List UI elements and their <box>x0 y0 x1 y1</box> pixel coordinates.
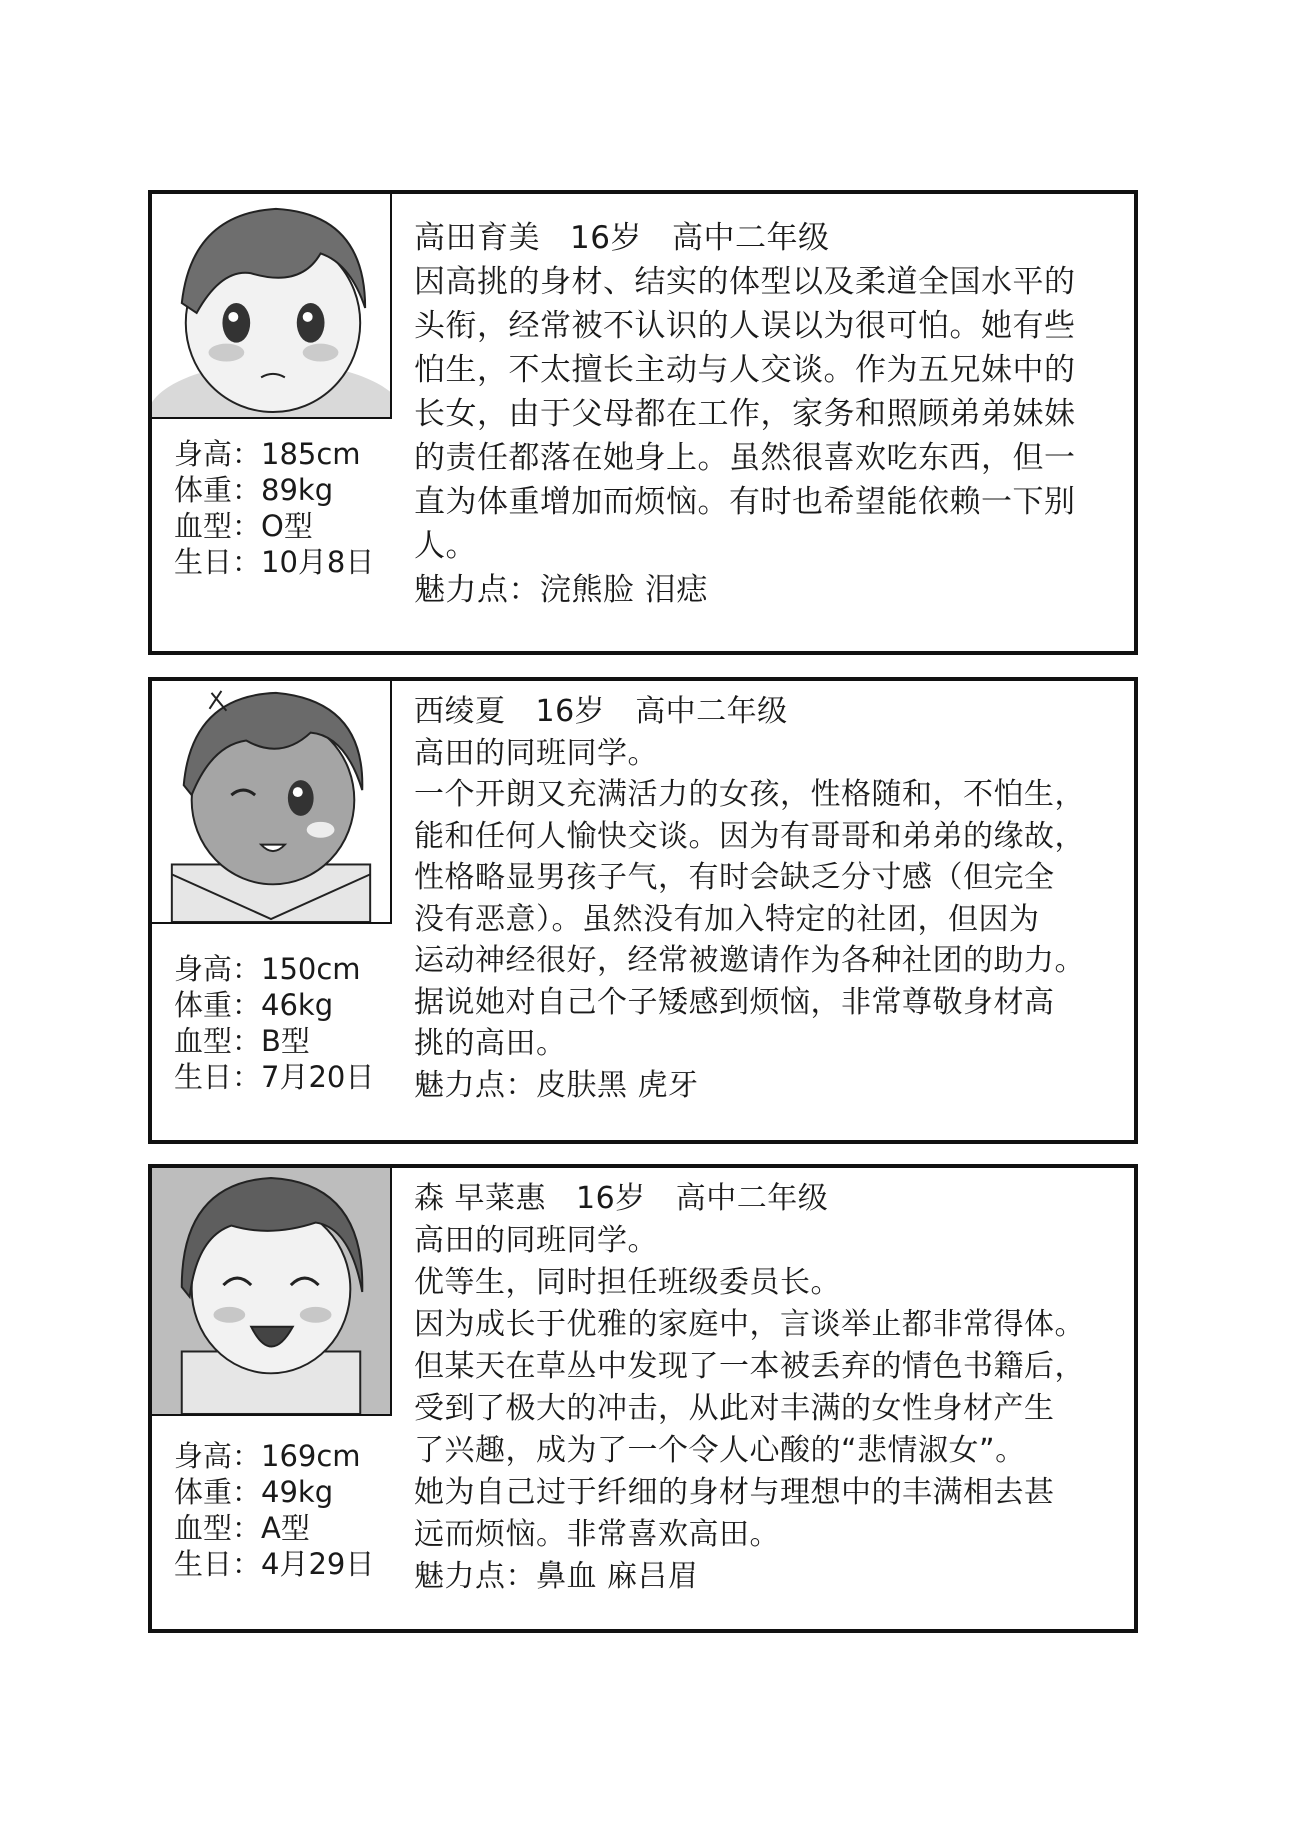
profile-grade: 高中二年级 <box>635 694 788 729</box>
stat-height: 身高：185cm <box>174 437 361 471</box>
description-line: 因为成长于优雅的家庭中，言谈举止都非常得体。 <box>414 1307 1085 1342</box>
description-takada <box>414 216 1122 612</box>
profile-card-nishi <box>148 677 1138 1144</box>
stat-blood-type: 血型：B型 <box>174 1024 310 1058</box>
charm-points: 魅力点：鼻血 麻吕眉 <box>414 1559 699 1594</box>
description-line: 的责任都落在她身上。虽然很喜欢吃东西，但一 <box>414 440 1076 476</box>
profile-age: 16岁 <box>576 1181 646 1216</box>
description-line: 头衔，经常被不认识的人误以为很可怕。她有些 <box>414 308 1076 344</box>
description-line: 性格略显男孩子气，有时会缺乏分寸感（但完全 <box>414 860 1055 895</box>
profile-name: 西绫夏 <box>414 694 506 729</box>
description-nishi <box>414 691 1122 1106</box>
stat-birthday: 生日：4月29日 <box>174 1547 375 1581</box>
description-line: 据说她对自己个子矮感到烦恼，非常尊敬身材高 <box>414 984 1055 1020</box>
stat-weight: 体重：46kg <box>174 988 334 1022</box>
profile-heading <box>414 1178 1122 1220</box>
charm-points: 魅力点：皮肤黑 虎牙 <box>414 1067 699 1103</box>
description-mori <box>414 1178 1122 1598</box>
stat-birthday: 生日：10月8日 <box>174 545 375 579</box>
profile-card-takada <box>148 190 1138 655</box>
portrait-mori <box>152 1168 392 1416</box>
stats-mori <box>174 1438 394 1582</box>
character-portrait-icon <box>152 1168 390 1414</box>
charm-points: 魅力点：浣熊脸 泪痣 <box>414 572 708 608</box>
description-line: 一个开朗又充满活力的女孩，性格随和，不怕生， <box>414 777 1085 812</box>
profile-card-mori <box>148 1164 1138 1633</box>
stat-birthday: 生日：7月20日 <box>174 1060 375 1094</box>
description-line: 能和任何人愉快交谈。因为有哥哥和弟弟的缘故， <box>414 818 1085 854</box>
character-portrait-icon <box>152 681 390 922</box>
description-line: 了兴趣，成为了一个令人心酸的“悲情淑女”。 <box>414 1433 1026 1468</box>
description-line: 高田的同班同学。 <box>414 735 658 771</box>
profile-grade: 高中二年级 <box>675 1181 829 1216</box>
stat-weight: 体重：49kg <box>174 1475 334 1509</box>
description-line: 她为自己过于纤细的身材与理想中的丰满相去甚 <box>414 1475 1055 1510</box>
description-line: 运动神经很好，经常被邀请作为各种社团的助力。 <box>414 943 1085 978</box>
profile-age: 16岁 <box>535 694 606 729</box>
stats-nishi <box>174 951 394 1095</box>
stat-height: 身高：169cm <box>174 1439 361 1473</box>
description-line: 没有恶意）。虽然没有加入特定的社团，但因为 <box>414 901 1040 937</box>
portrait-takada <box>152 194 392 419</box>
stat-height: 身高：150cm <box>174 952 361 986</box>
description-line: 远而烦恼。非常喜欢高田。 <box>414 1517 780 1552</box>
profile-name: 森 早菜惠 <box>414 1181 547 1216</box>
description-line: 人。 <box>414 528 477 564</box>
description-line: 直为体重增加而烦恼。有时也希望能依赖一下别 <box>414 484 1076 520</box>
profile-age: 16岁 <box>570 220 642 256</box>
description-line: 高田的同班同学。 <box>414 1223 658 1258</box>
description-line: 优等生，同时担任班级委员长。 <box>414 1265 841 1300</box>
description-line: 受到了极大的冲击，从此对丰满的女性身材产生 <box>414 1391 1055 1426</box>
description-line: 但某天在草丛中发现了一本被丢弃的情色书籍后， <box>414 1349 1085 1384</box>
stat-blood-type: 血型：O型 <box>174 509 313 543</box>
description-line: 因高挑的身材、结实的体型以及柔道全国水平的 <box>414 264 1076 300</box>
profile-name: 高田育美 <box>414 220 540 256</box>
stat-blood-type: 血型：A型 <box>174 1511 310 1545</box>
profile-heading <box>414 691 1122 733</box>
character-portrait-icon <box>152 194 390 417</box>
portrait-nishi <box>152 681 392 924</box>
profile-heading <box>414 216 1122 260</box>
description-line: 长女，由于父母都在工作，家务和照顾弟弟妹妹 <box>414 396 1076 432</box>
stat-weight: 体重：89kg <box>174 473 334 507</box>
description-line: 挑的高田。 <box>414 1026 567 1061</box>
profile-grade: 高中二年级 <box>671 220 830 256</box>
stats-takada <box>174 436 394 580</box>
description-line: 怕生，不太擅长主动与人交谈。作为五兄妹中的 <box>414 352 1076 388</box>
